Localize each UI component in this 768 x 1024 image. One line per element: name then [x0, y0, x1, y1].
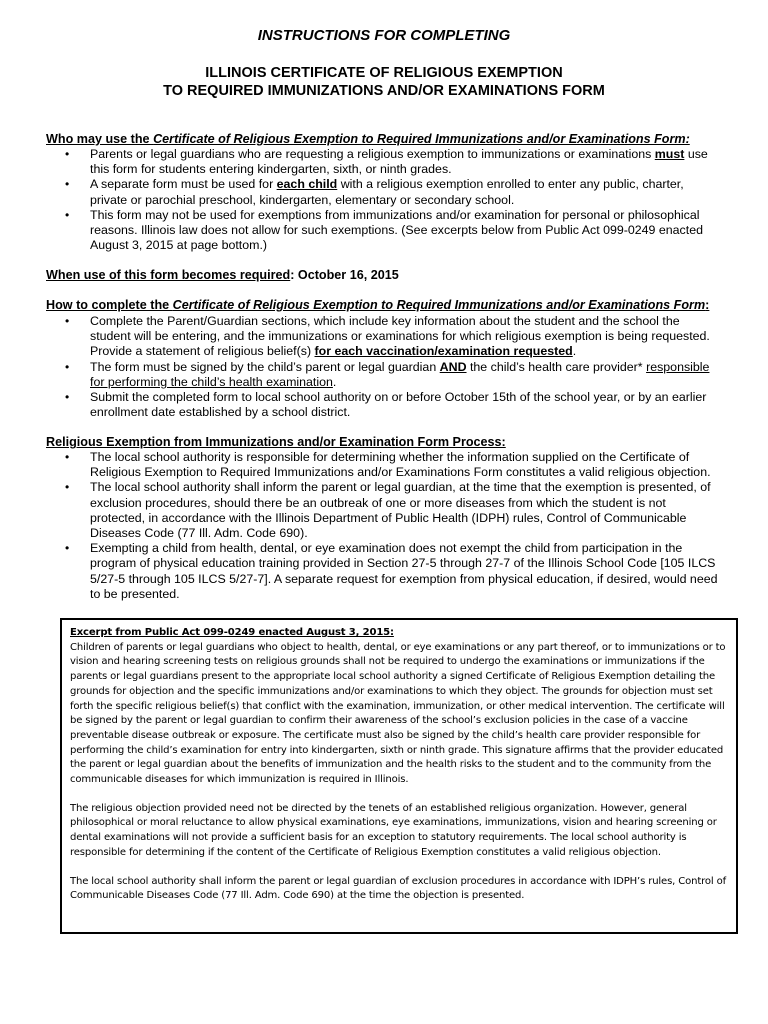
bullet-icon: • [65, 450, 70, 464]
excerpt-heading: Excerpt from Public Act 099-0249 enacted August 3, 2015: [70, 627, 394, 638]
excerpt-paragraph-1: Children of parents or legal guardians who object to health, dental, or eye examinations or any part thereof, or to immunizations or to vision and hearing screening tests on religious grounds shall not be required to undergo the examinations or immunizations if the parents or legal guardians present to the appropriate local school authority a signed Certificate of Religious Exemption detailing the grounds for objection and the specific immunizations and/or examinations to which they object. The grounds for objection must set forth the specific religious belief(s) that conflict with the examination, immunization, or other medical intervention. The certificate will be signed by the parent or legal guardian to confirm their awareness of the school’s exclusion policies in the case of a vaccine preventable disease outbreak or exposure. The certificate must also be signed by the child’s health care provider responsible for performing the child’s examination for entry into kindergarten, sixth or ninth grade. This signature affirms that the provider educated the parent or legal guardian about the benefits of immunization and the health risks to the student and to the community from the communicable diseases for which immunization is required in Illinois. [70, 641, 726, 786]
when-required-heading: When use of this form becomes required: October 16, 2015 [46, 268, 399, 282]
bullet-icon: • [65, 480, 70, 495]
list-item: • Exempting a child from health, dental, or eye examination does not exempt the child from participation in the program of physical education training provided in Section 27-5 through 27-7 of the Illinois School Code [105 ILCS 5/27-5 through 105 ILCS 5/27-7]. A separate request for exemption from physical education, if desired, would need to be presented. [65, 541, 718, 601]
list-item: • Complete the Parent/Guardian sections, which include key information about the student and the school the student will be entering, and the immunizations or examinations for which religious exemption is being requested. Provide a statement of religious belief(s) for each vaccination/examination requested. [65, 314, 710, 359]
bullet-icon: • [65, 207, 70, 222]
who-may-use-heading: Who may use the Certificate of Religious Exemption to Required Immunizations and/or Examinations Form: [46, 132, 690, 146]
excerpt-box [60, 618, 738, 934]
instructions-heading: INSTRUCTIONS FOR COMPLETING [257, 27, 511, 44]
bullet-icon: • [65, 390, 70, 405]
who-may-use-list [46, 147, 722, 253]
bullet-icon: • [65, 541, 70, 556]
list-item: • Parents or legal guardians who are requesting a religious exemption to immunizations or examinations must use this form for students entering kindergarten, sixth, or ninth grades. [65, 147, 708, 177]
how-to-complete-heading: How to complete the Certificate of Religious Exemption to Required Immunizations and/or Examinations Form: [46, 298, 710, 312]
process-list [46, 450, 722, 602]
list-item: • The local school authority is responsible for determining whether the information supplied on the Certificate of Religious Exemption to Required Immunizations and/or Examinations Form constitutes a valid religious objection. [65, 450, 711, 480]
bullet-icon: • [65, 177, 70, 192]
process-heading: Religious Exemption from Immunizations and/or Examination Form Process: [46, 435, 506, 449]
form-title-line-2: TO REQUIRED IMMUNIZATIONS AND/OR EXAMINATIONS FORM [163, 83, 605, 99]
bullet-icon: • [65, 359, 70, 374]
list-item: • A separate form must be used for each child with a religious exemption enrolled to enter any public, charter, private or parochial preschool, kindergarten, elementary or secondary school. [65, 177, 684, 207]
bullet-icon: • [65, 147, 70, 161]
list-item: • Submit the completed form to local school authority on or before October 15th of the school year, or by an earlier enrollment date established by a school district. [65, 390, 707, 420]
how-to-complete-list [46, 314, 722, 420]
excerpt-paragraph-3: The local school authority shall inform the parent or legal guardian of exclusion procedures in accordance with IDPH’s rules, Control of Communicable Diseases Code (77 Ill. Adm. Code 690) at the time the objection is presented. [70, 875, 726, 902]
form-title-line-1: ILLINOIS CERTIFICATE OF RELIGIOUS EXEMPTION [205, 65, 563, 81]
excerpt-paragraph-2: The religious objection provided need not be directed by the tenets of an established religious organization. However, general philosophical or moral reluctance to allow physical examinations, eye examinations, immunizations, vision and hearing screening or dental examinations will not provide a sufficient basis for an exception to statutory requirements. The local school authority is responsible for determining if the content of the Certificate of Religious Exemption constitutes a valid religious objection. [70, 802, 717, 858]
bullet-icon: • [65, 314, 70, 328]
list-item: • This form may not be used for exemptions from immunizations and/or examination for personal or philosophical reasons. Illinois law does not allow for such exemptions. (See excerpts below from Public Act 099-0249 enacted August 3, 2015 at page bottom.) [65, 207, 703, 253]
list-item: • The local school authority shall inform the parent or legal guardian, at the time that the exemption is presented, of exclusion procedures, should there be an outbreak of one or more diseases from which the student is not protected, in accordance with the Illinois Department of Public Health (IDPH) rules, Control of Communicable Diseases Code (77 Ill. Adm. Code 690). [65, 480, 711, 541]
list-item: • The form must be signed by the child’s parent or legal guardian AND the child’s health care provider* responsible for performing the child’s health examination. [65, 359, 710, 389]
